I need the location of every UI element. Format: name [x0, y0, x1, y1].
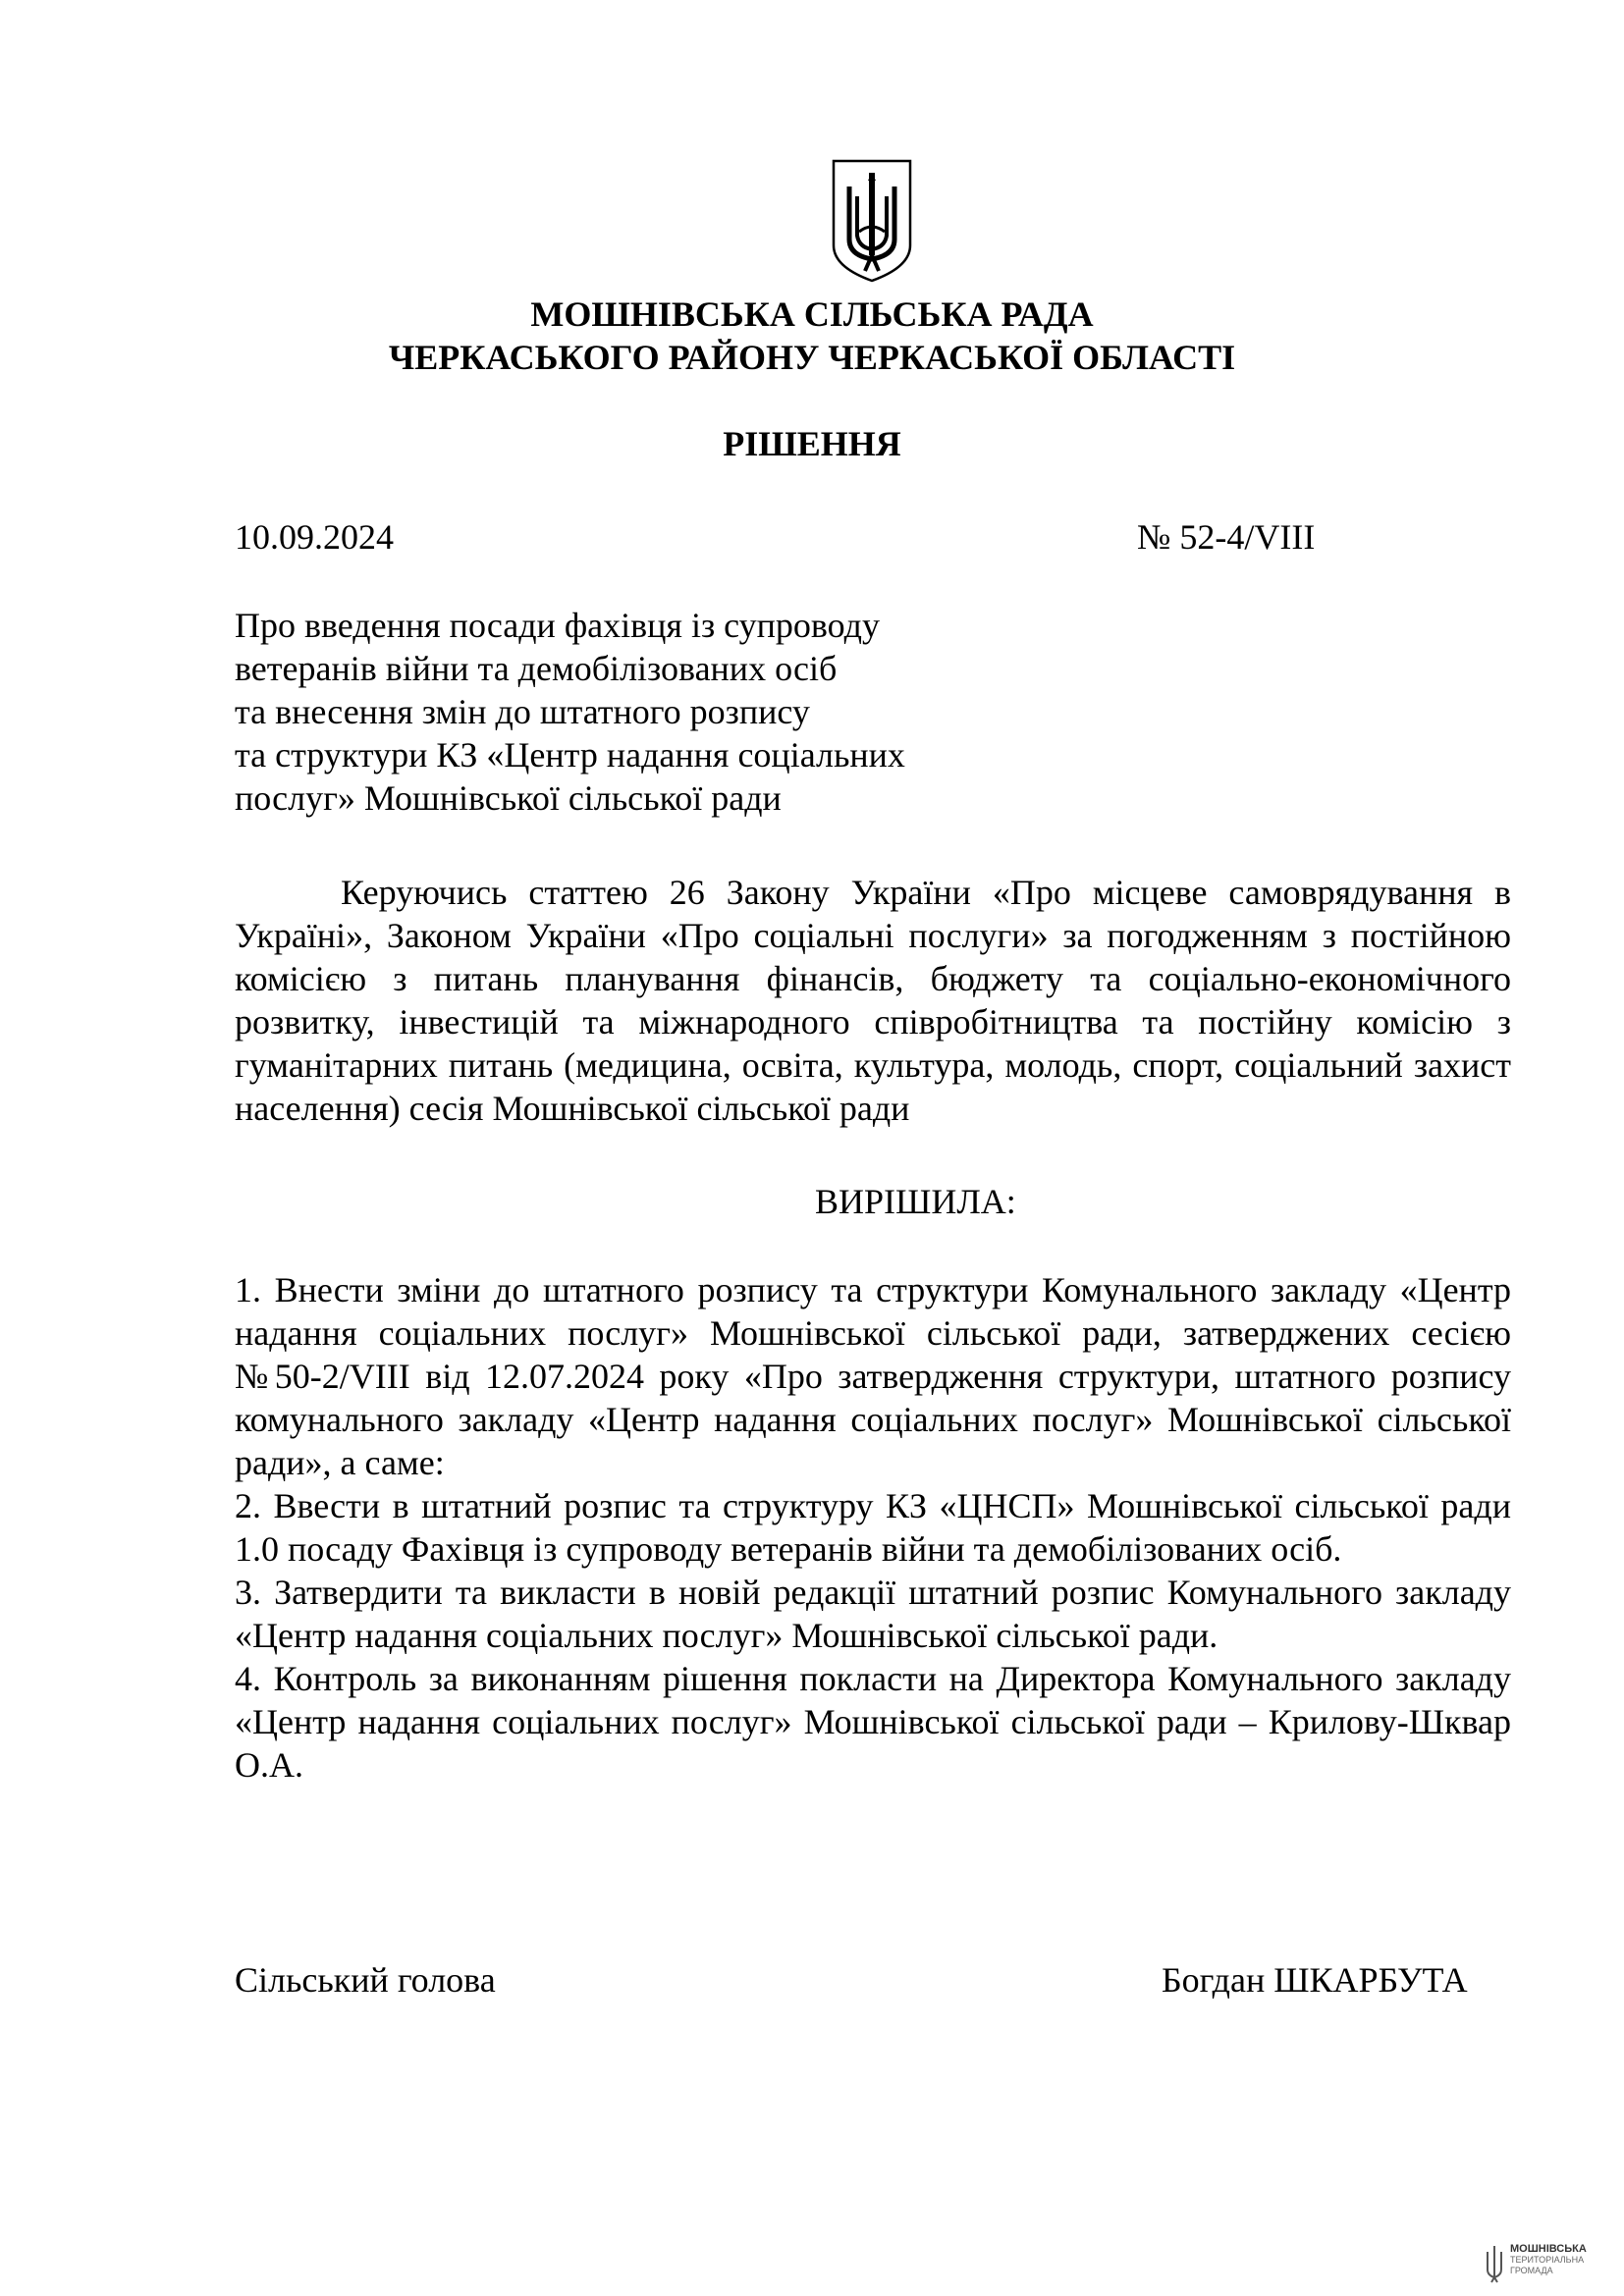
- decision-number: № 52-4/VIII: [1137, 517, 1316, 557]
- resolution-item-3: 3. Затвердити та викласти в новій редакції штатний розпис Комунального закладу «Центр надання соціальних послуг» Мошнівської сільської ради.: [235, 1573, 1511, 1655]
- doc-type-title: РІШЕННЯ: [723, 424, 901, 463]
- trident-icon: [1485, 2244, 1504, 2283]
- resolution-item-1: 1. Внести зміни до штатного розпису та структури Комунального закладу «Центр надання соціальних послуг» Мошнівської сільської ради, затверджених сесією №50-2/VIII від 12.07.2024 року «Про затвердження структури, штатного розпису комунального закладу «Центр надання соціальних послуг» Мошнівської сільської ради», а саме:: [235, 1270, 1511, 1482]
- decision-date: 10.09.2024: [235, 517, 394, 557]
- subject-line: послуг» Мошнівської сільської ради: [235, 778, 782, 818]
- resolution-item-2: 2. Ввести в штатний розпис та структуру КЗ «ЦНСП» Мошнівської сільської ради 1.0 посаду Фахівця із супроводу ветеранів війни та демобілізованих осіб.: [235, 1486, 1511, 1569]
- subject-line: Про введення посади фахівця із супроводу: [235, 606, 880, 645]
- subject-line: ветеранів війни та демобілізованих осіб: [235, 649, 838, 688]
- preamble-block: [235, 871, 1511, 1130]
- org-title-line2: ЧЕРКАСЬКОГО РАЙОНУ ЧЕРКАСЬКОЇ ОБЛАСТІ: [388, 338, 1236, 377]
- org-title-line1: МОШНІВСЬКА СІЛЬСЬКА РАДА: [530, 294, 1094, 334]
- subject-block: [235, 604, 905, 820]
- resolution-items: [235, 1268, 1511, 1787]
- resolved-heading: ВИРІШИЛА:: [815, 1182, 1016, 1221]
- coat-of-arms-icon: [830, 157, 914, 285]
- subject-line: та структури КЗ «Центр надання соціальних: [235, 735, 905, 774]
- resolution-item-4: 4. Контроль за виконанням рішення покласти на Директора Комунального закладу «Центр надання соціальних послуг» Мошнівської сільської ради – Крилову-Шквар О.А.: [235, 1659, 1511, 1785]
- community-logo: [1485, 2242, 1612, 2285]
- logo-line1: МОШНІВСЬКА: [1510, 2243, 1587, 2255]
- logo-line3: ГРОМАДА: [1510, 2266, 1553, 2275]
- logo-line2: ТЕРИТОРІАЛЬНА: [1510, 2255, 1585, 2265]
- subject-line: та внесення змін до штатного розпису: [235, 692, 810, 731]
- signatory-name: Богдан ШКАРБУТА: [1162, 1960, 1468, 2000]
- signatory-position: Сільський голова: [235, 1960, 496, 2000]
- preamble-text: Керуючись статтею 26 Закону України «Про місцеве самоврядування в Україні», Законом України «Про соціальні послуги» за погодженням з постійною комісією з питань планування фінансів, бюджету та соціально-економічного розвитку, інвестицій та міжнародного співробітництва та постійну комісію з гуманітарних питань (медицина, освіта, культура, молодь, спорт, соціальний захист населення) сесія Мошнівської сільської ради: [235, 873, 1511, 1128]
